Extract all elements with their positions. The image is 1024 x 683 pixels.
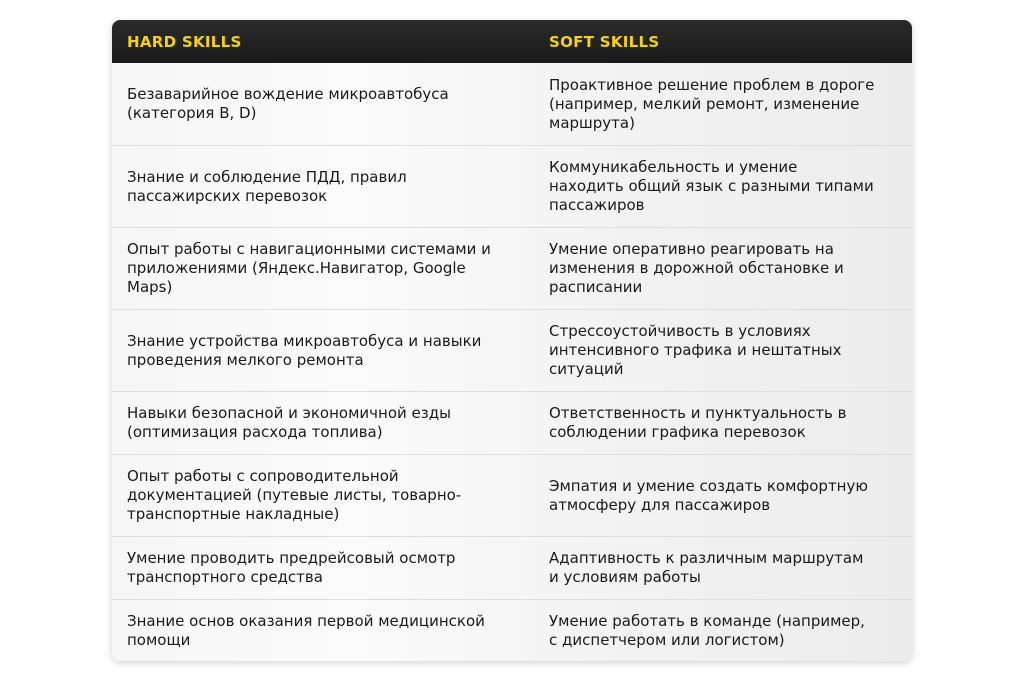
hard-skill-line: (категория B, D)	[127, 104, 257, 122]
table-row	[112, 391, 912, 454]
table-row	[112, 454, 912, 536]
hard-skill-cell	[112, 612, 534, 650]
hard-skill-line: Опыт работы с сопроводительной	[127, 467, 399, 485]
hard-skill-line: документацией (путевые листы, товарно-	[127, 486, 462, 504]
hard-skill-cell	[112, 85, 534, 123]
soft-skill-line: изменения в дорожной обстановке и	[549, 259, 844, 277]
hard-skill-line: Знание и соблюдение ПДД, правил	[127, 167, 407, 186]
soft-skill-cell	[534, 322, 912, 379]
soft-skill-line: Эмпатия и умение создать комфортную	[549, 476, 868, 495]
soft-skill-cell	[534, 158, 912, 215]
soft-skill-line: Умение работать в команде (например,	[549, 611, 865, 630]
soft-skill-line: Проактивное решение проблем в дороге	[549, 75, 875, 94]
hard-skill-line: Умение проводить предрейсовый осмотр	[127, 549, 456, 567]
soft-skill-line: Умение оперативно реагировать на	[549, 240, 834, 258]
soft-skill-line: и условиям работы	[549, 568, 701, 586]
hard-skill-cell	[112, 404, 534, 442]
soft-skill-cell	[534, 549, 912, 587]
hard-skill-line: приложениями (Яндекс.Навигатор, Google	[127, 259, 466, 277]
soft-skill-line: интенсивного трафика и нештатных	[549, 341, 842, 359]
soft-skill-line: находить общий язык с разными типами	[549, 177, 874, 195]
hard-skill-cell	[112, 467, 534, 524]
hard-skill-cell	[112, 332, 534, 370]
hard-skill-line: транспортного средства	[127, 568, 323, 586]
table-row	[112, 63, 912, 145]
hard-skill-line: пассажирских перевозок	[127, 186, 328, 205]
hard-skill-line: Знание основ оказания первой медицинской	[127, 611, 485, 630]
table-row	[112, 599, 912, 661]
header-soft-skills: SOFT SKILLS	[549, 32, 660, 51]
table-header	[112, 20, 912, 63]
soft-skill-line: с диспетчером или логистом)	[549, 630, 785, 649]
hard-skill-cell	[112, 549, 534, 587]
table-body	[112, 63, 912, 661]
hard-skill-line: (оптимизация расхода топлива)	[127, 423, 383, 441]
soft-skill-cell	[534, 404, 912, 442]
soft-skill-line: Коммуникабельность и умение	[549, 158, 798, 176]
hard-skill-line: Навыки безопасной и экономичной езды	[127, 404, 451, 422]
hard-skill-line: помощи	[127, 630, 191, 649]
soft-skill-line: пассажиров	[549, 196, 645, 214]
soft-skill-line: ситуаций	[549, 360, 624, 378]
hard-skill-line: транспортные накладные)	[127, 505, 340, 523]
soft-skill-line: Адаптивность к различным маршрутам	[549, 549, 864, 567]
soft-skill-line: маршрута)	[549, 113, 635, 132]
table-row	[112, 227, 912, 309]
hard-skill-line: Знание устройства микроавтобуса и навыки	[127, 331, 482, 350]
soft-skill-cell	[534, 477, 912, 515]
hard-skill-line: Maps)	[127, 278, 173, 296]
table-row	[112, 145, 912, 227]
table-row	[112, 309, 912, 391]
table-row	[112, 536, 912, 599]
skills-table	[112, 20, 912, 661]
hard-skill-cell	[112, 168, 534, 206]
hard-skill-cell	[112, 240, 534, 297]
soft-skill-cell	[534, 240, 912, 297]
soft-skill-cell	[534, 612, 912, 650]
hard-skill-line: Опыт работы с навигационными системами и	[127, 240, 491, 258]
soft-skill-line: атмосферу для пассажиров	[549, 495, 771, 514]
soft-skill-line: (например, мелкий ремонт, изменение	[549, 94, 860, 113]
hard-skill-line: проведения мелкого ремонта	[127, 350, 364, 369]
soft-skill-cell	[534, 76, 912, 133]
soft-skill-line: соблюдении графика перевозок	[549, 423, 806, 441]
hard-skill-line: Безаварийное вождение микроавтобуса	[127, 85, 449, 103]
soft-skill-line: Стрессоустойчивость в условиях	[549, 322, 811, 340]
soft-skill-line: расписании	[549, 278, 643, 296]
soft-skill-line: Ответственность и пунктуальность в	[549, 404, 847, 422]
header-hard-skills: HARD SKILLS	[127, 32, 242, 51]
